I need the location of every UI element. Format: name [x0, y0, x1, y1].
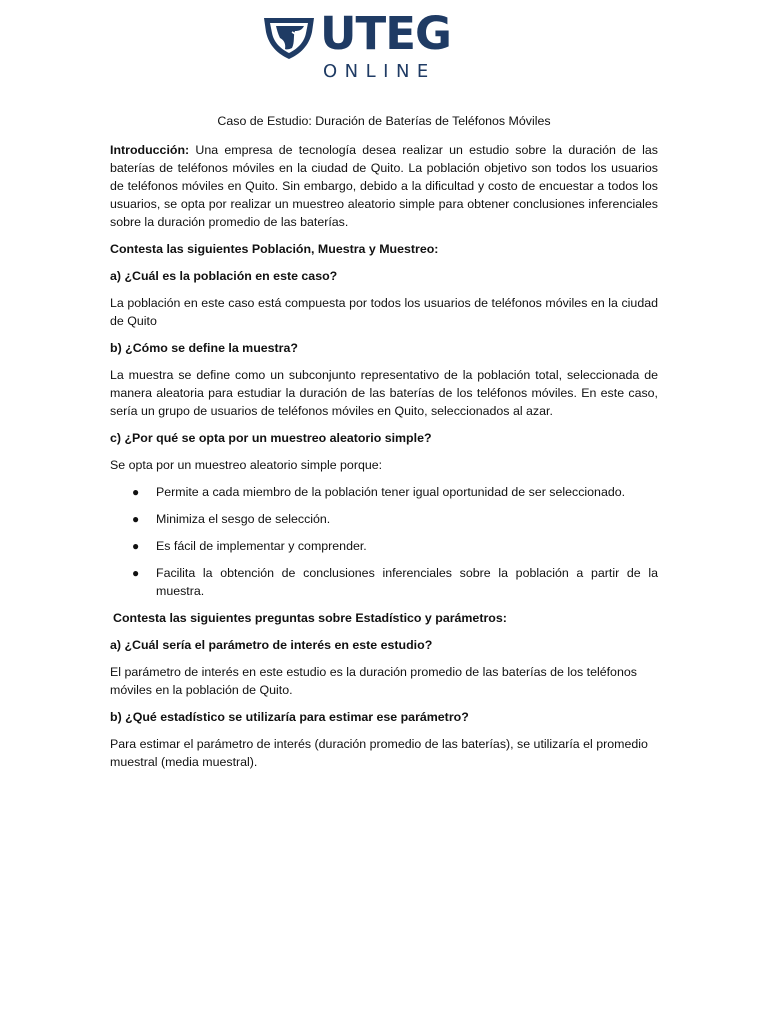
list-item-text: Facilita la obtención de conclusiones inferenciales sobre la población a partir de la muestra. — [156, 566, 658, 598]
list-item-text: Minimiza el sesgo de selección. — [156, 512, 331, 526]
bullet-icon: ● — [132, 539, 140, 553]
intro-text: Una empresa de tecnología desea realizar un estudio sobre la duración de las baterías de teléfonos móviles en la ciudad de Quito. La población objetivo son todos los usuarios de teléfonos móviles en Quito. Sin embargo, debido a la dificultad y costo de encuestar a todos los usuarios, se opta por realizar un muestreo aleatorio simple para obtener conclusiones inferenciales sobre la duración promedio de las baterías. — [110, 143, 658, 229]
list-item — [110, 483, 658, 501]
shield-helmet-icon — [262, 16, 316, 60]
question-2: b) ¿Cómo se define la muestra? — [110, 341, 298, 355]
question-5: b) ¿Qué estadístico se utilizaría para estimar ese parámetro? — [110, 710, 469, 724]
logo-subtext: ONLINE — [323, 61, 436, 82]
answer-4: El parámetro de interés en este estudio es la duración promedio de las baterías de los teléfonos móviles en la población de Quito. — [110, 665, 637, 697]
answer-5: Para estimar el parámetro de interés (duración promedio de las baterías), se utilizaría el promedio muestral (media muestral). — [110, 737, 648, 769]
list-item — [110, 537, 658, 555]
question-1: a) ¿Cuál es la población en este caso? — [110, 269, 338, 283]
document-title: Caso de Estudio: Duración de Baterías de Teléfonos Móviles — [217, 114, 551, 128]
bullet-icon: ● — [132, 566, 140, 580]
list-item-text: Permite a cada miembro de la población tener igual oportunidad de ser seleccionado. — [156, 485, 626, 499]
bullet-icon: ● — [132, 512, 140, 526]
intro-paragraph — [110, 141, 658, 231]
question-3: c) ¿Por qué se opta por un muestreo aleatorio simple? — [110, 431, 432, 445]
list-item — [110, 510, 658, 528]
answer-2: La muestra se define como un subconjunto representativo de la población total, seleccionada de manera aleatoria para estudiar la duración de las baterías de los teléfonos móviles. En este caso, sería un grupo de usuarios de teléfonos móviles en Quito, seleccionados al azar. — [110, 368, 658, 418]
uteg-online-logo — [262, 7, 466, 84]
document-body — [110, 112, 658, 780]
section2-heading: Contesta las siguientes preguntas sobre Estadístico y parámetros: — [113, 611, 507, 625]
answer-1: La población en este caso está compuesta por todos los usuarios de teléfonos móviles en la ciudad de Quito — [110, 296, 658, 328]
question-4: a) ¿Cuál sería el parámetro de interés en este estudio? — [110, 638, 433, 652]
logo-wordmark: UTEG — [320, 7, 451, 60]
answer-3: Se opta por un muestreo aleatorio simple porque: — [110, 458, 383, 472]
list-item — [110, 564, 658, 600]
intro-label: Introducción: — [110, 143, 190, 157]
reasons-list — [110, 483, 658, 600]
list-item-text: Es fácil de implementar y comprender. — [156, 539, 367, 553]
section1-heading: Contesta las siguientes Población, Muestra y Muestreo: — [110, 242, 439, 256]
bullet-icon: ● — [132, 485, 140, 499]
